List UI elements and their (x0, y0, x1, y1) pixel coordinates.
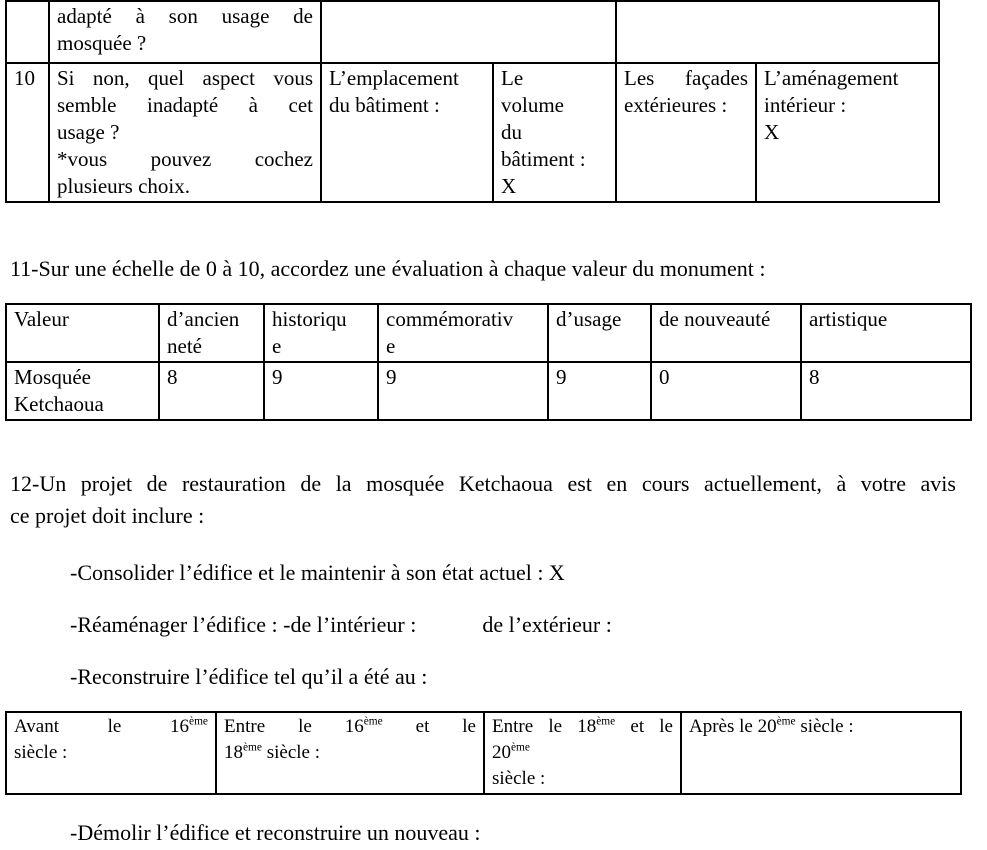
table-cell-line: 9 (386, 365, 397, 389)
table-cell-line (689, 714, 953, 740)
table-cell (801, 304, 971, 362)
table-cell (264, 362, 378, 420)
text-segment: et le 20 (492, 716, 673, 763)
table-cell-line: usage ? (57, 120, 120, 144)
table-cell (378, 304, 548, 362)
table-cell (6, 1, 49, 63)
table-cell-line: extérieures : (624, 93, 728, 117)
table-cell (264, 304, 378, 362)
table-cell-line: Ketchaoua (14, 392, 104, 416)
table-cell (6, 712, 216, 794)
table-cell-line: de nouveauté (659, 307, 771, 331)
table-cell-line: e (386, 334, 396, 358)
table-cell-line: X (501, 174, 517, 198)
table-cell-line: siècle : (14, 742, 68, 763)
table-cell (6, 304, 159, 362)
table-cell-line: historiqu (272, 307, 347, 331)
superscript-text: ème (776, 715, 796, 728)
table-cell-line: 8 (167, 365, 178, 389)
option-consolider: -Consolider l’édifice et le maintenir à son état actuel : X (70, 560, 565, 585)
superscript-text: ème (243, 741, 262, 754)
question-11-text: 11-Sur une échelle de 0 à 10, accordez une évaluation à chaque valeur du monument : (10, 256, 766, 281)
table-cell-line: 9 (272, 365, 283, 389)
table (5, 0, 940, 203)
text-segment: Après le 20 (689, 716, 777, 737)
table-cell-line: semble inadapté à cet (57, 93, 313, 117)
superscript-text: ème (511, 741, 530, 754)
monument-values-table (5, 303, 972, 421)
table-cell (216, 712, 484, 794)
table-cell (49, 63, 321, 202)
table-cell-line: mosquée ? (57, 31, 147, 55)
option-reamenager: -Réaménager l’édifice : -de l’intérieur : de l’extérieur : (70, 612, 612, 637)
table-cell (756, 63, 939, 202)
table-cell (493, 63, 616, 202)
table-cell (378, 362, 548, 420)
superscript-text: ème (189, 715, 208, 728)
table-cell-line: siècle : (492, 768, 546, 789)
table-cell-line: *vous pouvez cochez (57, 147, 313, 171)
text-segment: Entre le 16 (224, 716, 364, 737)
table-cell-line: 8 (809, 365, 820, 389)
table-cell-line: e (272, 334, 282, 358)
table-cell-line: du (501, 120, 522, 144)
table-cell-line: commémorativ (386, 307, 514, 331)
superscript-text: ème (363, 715, 383, 728)
table-cell-line: Si non, quel aspect vous (57, 66, 313, 90)
superscript-text: ème (596, 715, 616, 728)
table-cell (484, 712, 681, 794)
table-cell-line: neté (167, 334, 202, 358)
table-cell (159, 362, 264, 420)
table-cell (321, 1, 616, 63)
table-cell-line (492, 714, 673, 766)
question-12-line2: ce projet doit inclure : (10, 503, 205, 528)
table-cell-line (14, 714, 208, 740)
table-cell-line: Mosquée (14, 365, 91, 389)
table-cell-line: d’ancien (167, 307, 240, 331)
table-cell (548, 362, 651, 420)
text-segment: Avant le 16 (14, 716, 190, 737)
table-cell (6, 63, 49, 202)
table-cell (6, 362, 159, 420)
table-cell-line: Les façades (624, 66, 748, 90)
table-cell-line: volume (501, 93, 564, 117)
table (5, 303, 972, 421)
table-cell (616, 63, 756, 202)
table-cell-line: du bâtiment : (329, 93, 440, 117)
text-segment: et le (382, 716, 476, 737)
table-cell-line: plusieurs choix. (57, 174, 190, 198)
table-cell (801, 362, 971, 420)
table-cell (651, 362, 801, 420)
option-demolir: -Démolir l’édifice et reconstruire un nouveau : (70, 820, 481, 845)
table-cell-line: intérieur : (764, 93, 847, 117)
table-cell-line: 0 (659, 365, 670, 389)
table-cell-line: adapté à son usage de (57, 4, 313, 28)
question-12-line1: 12-Un projet de restauration de la mosquée Ketchaoua est en cours actuellement, à votre avis (10, 471, 956, 496)
table-cell-line: d’usage (556, 307, 622, 331)
table-cell (681, 712, 961, 794)
table-cell-line: Le (501, 66, 524, 90)
usage-question-table (5, 0, 940, 203)
table (5, 711, 962, 795)
text-segment: Entre le 18 (492, 716, 597, 737)
table-cell (616, 1, 939, 63)
table-cell (321, 63, 493, 202)
reconstruction-period-table (5, 711, 962, 795)
table-cell (548, 304, 651, 362)
text-segment: siècle : (795, 716, 854, 737)
table-cell-line: L’aménagement (764, 66, 899, 90)
table-cell-line: 9 (556, 365, 567, 389)
text-segment: siècle : (261, 742, 321, 763)
table-cell-line: X (764, 120, 780, 144)
text-segment: 18 (224, 742, 243, 763)
table-cell-line: 10 (14, 66, 35, 90)
table-cell-line: bâtiment : (501, 147, 586, 171)
table-cell-line (224, 714, 476, 740)
table-cell (49, 1, 321, 63)
table-cell-line (224, 740, 476, 766)
question-12-text (10, 468, 956, 532)
table-cell (651, 304, 801, 362)
option-reconstruire: -Reconstruire l’édifice tel qu’il a été au : (70, 664, 428, 689)
table-cell-line: L’emplacement (329, 66, 459, 90)
table-cell (159, 304, 264, 362)
table-cell-line: artistique (809, 307, 888, 331)
table-cell-line: Valeur (14, 307, 69, 331)
